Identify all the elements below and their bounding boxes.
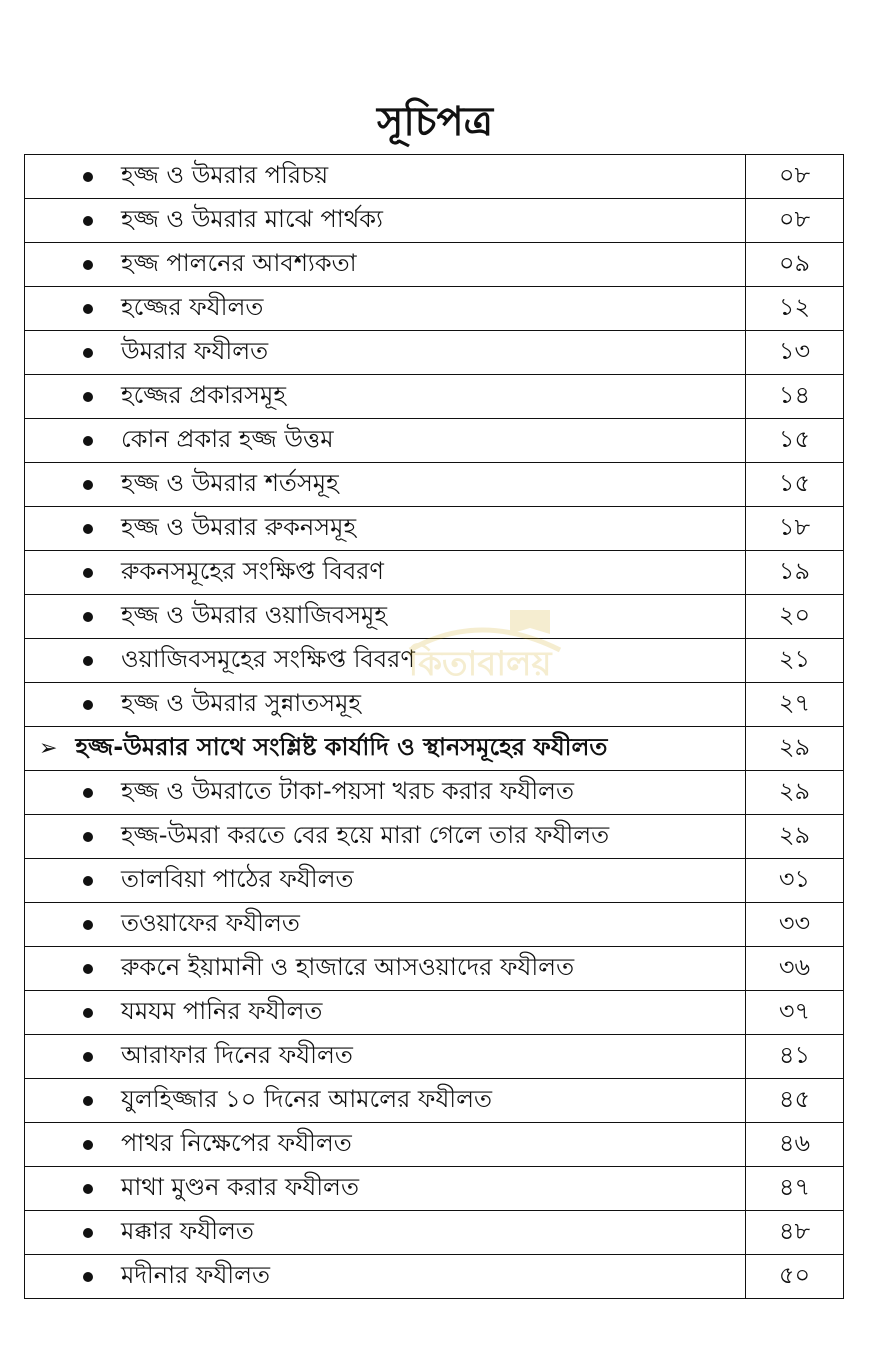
toc-entry-cell: [25, 947, 746, 991]
toc-entry-title: মাথা মুণ্ডন করার ফযীলত: [121, 1172, 359, 1201]
toc-page-number: ৩৭: [746, 991, 844, 1035]
bullet-icon: [83, 436, 93, 446]
bullet-icon: [83, 524, 93, 534]
bullet-icon: [83, 832, 93, 842]
arrow-bullet-icon: ➢: [39, 736, 58, 761]
toc-row: [25, 815, 844, 859]
toc-entry-cell: [25, 771, 746, 815]
toc-row: [25, 1035, 844, 1079]
toc-page-number: ২৯: [746, 727, 844, 771]
toc-page-number: ৩৬: [746, 947, 844, 991]
toc-entry-title: হজ্জ পালনের আবশ্যকতা: [121, 248, 357, 277]
toc-row: [25, 551, 844, 595]
toc-page-number: ২৯: [746, 815, 844, 859]
bullet-icon: [83, 1184, 93, 1194]
toc-row: [25, 947, 844, 991]
toc-page-number: ১৫: [746, 463, 844, 507]
toc-row: [25, 1255, 844, 1299]
toc-entry-title: হজ্জ-উমরা করতে বের হয়ে মারা গেলে তার ফযীলত: [121, 820, 610, 849]
toc-row: [25, 155, 844, 199]
toc-row: [25, 1079, 844, 1123]
toc-row: [25, 199, 844, 243]
toc-table: [24, 154, 844, 1299]
bullet-icon: [83, 656, 93, 666]
toc-entry-cell: [25, 991, 746, 1035]
toc-entry-cell: [25, 199, 746, 243]
toc-entry-title: হজ্জ ও উমরার পরিচয়: [121, 160, 329, 189]
toc-entry-title: হজ্জ ও উমরার মাঝে পার্থক্য: [121, 204, 383, 233]
toc-page-number: ৩১: [746, 859, 844, 903]
toc-entry-title: হজ্জ-উমরার সাথে সংশ্লিষ্ট কার্যাদি ও স্থানসমূহের ফযীলত: [75, 732, 608, 761]
toc-page-number: ১৩: [746, 331, 844, 375]
bullet-icon: [83, 920, 93, 930]
toc-page-number: ১৫: [746, 419, 844, 463]
toc-entry-title: রুকনসমূহের সংক্ষিপ্ত বিবরণ: [121, 556, 384, 585]
toc-entry-cell: [25, 243, 746, 287]
toc-page-number: ১৪: [746, 375, 844, 419]
page-title: সূচিপত্র: [377, 99, 493, 145]
toc-row: [25, 1123, 844, 1167]
toc-row: [25, 683, 844, 727]
toc-entry-title: ওয়াজিবসমূহের সংক্ষিপ্ত বিবরণ: [121, 644, 415, 673]
toc-page-number: ০৮: [746, 155, 844, 199]
bullet-icon: [83, 1272, 93, 1282]
toc-page-number: ৪১: [746, 1035, 844, 1079]
toc-entry-title: উমরার ফযীলত: [121, 336, 269, 365]
toc-page-number: ১৮: [746, 507, 844, 551]
toc-page-number: ৪৭: [746, 1167, 844, 1211]
toc-entry-title: যমযম পানির ফযীলত: [121, 996, 323, 1025]
toc-row: [25, 903, 844, 947]
toc-entry-cell: [25, 551, 746, 595]
toc-entry-cell: [25, 1211, 746, 1255]
bullet-icon: [83, 788, 93, 798]
bullet-icon: [83, 1228, 93, 1238]
bullet-icon: [83, 216, 93, 226]
toc-page-number: ০৯: [746, 243, 844, 287]
toc-entry-cell: [25, 727, 746, 771]
toc-page-number: ২৭: [746, 683, 844, 727]
toc-entry-title: হজ্জ ও উমরার সুন্নাতসমূহ: [121, 688, 362, 717]
toc-entry-title: হজ্জ ও উমরার শর্তসমূহ: [121, 468, 339, 497]
toc-entry-title: হজ্জ ও উমরার রুকনসমূহ: [121, 512, 357, 541]
toc-page-number: ৪৫: [746, 1079, 844, 1123]
toc-entry-title: কোন প্রকার হজ্জ উত্তম: [121, 424, 334, 453]
bullet-icon: [83, 612, 93, 622]
toc-entry-cell: [25, 595, 746, 639]
toc-entry-cell: [25, 331, 746, 375]
toc-entry-title: আরাফার দিনের ফযীলত: [121, 1040, 353, 1069]
bullet-icon: [83, 1008, 93, 1018]
toc-entry-cell: [25, 639, 746, 683]
toc-entry-cell: [25, 1079, 746, 1123]
toc-page-number: ০৮: [746, 199, 844, 243]
toc-page-number: ৩৩: [746, 903, 844, 947]
toc-entry-title: হজ্জ ও উমরাতে টাকা-পয়সা খরচ করার ফযীলত: [121, 776, 574, 805]
toc-page-number: ৪৮: [746, 1211, 844, 1255]
bullet-icon: [83, 1052, 93, 1062]
toc-row: [25, 859, 844, 903]
toc-entry-title: পাথর নিক্ষেপের ফযীলত: [121, 1128, 352, 1157]
toc-entry-cell: [25, 419, 746, 463]
bullet-icon: [83, 348, 93, 358]
toc-section-row: [25, 727, 844, 771]
toc-entry-title: তওয়াফের ফযীলত: [121, 908, 300, 937]
toc-entry-title: তালবিয়া পাঠের ফযীলত: [121, 864, 354, 893]
toc-row: [25, 991, 844, 1035]
toc-entry-cell: [25, 375, 746, 419]
toc-entry-cell: [25, 1255, 746, 1299]
bullet-icon: [83, 1096, 93, 1106]
toc-entry-cell: [25, 859, 746, 903]
toc-row: [25, 243, 844, 287]
toc-entry-cell: [25, 1035, 746, 1079]
toc-row: [25, 463, 844, 507]
bullet-icon: [83, 172, 93, 182]
toc-row: [25, 287, 844, 331]
toc-entry-cell: [25, 287, 746, 331]
bullet-icon: [83, 964, 93, 974]
bullet-icon: [83, 568, 93, 578]
toc-row: [25, 331, 844, 375]
bullet-icon: [83, 304, 93, 314]
toc-entry-title: হজ্জের ফযীলত: [121, 292, 264, 321]
toc-entry-cell: [25, 903, 746, 947]
toc-row: [25, 1167, 844, 1211]
toc-row: [25, 771, 844, 815]
toc-entry-cell: [25, 1167, 746, 1211]
toc-page-number: ২০: [746, 595, 844, 639]
toc-page-number: ১২: [746, 287, 844, 331]
bullet-icon: [83, 876, 93, 886]
watermark-text: কিতাবালয়: [408, 644, 552, 684]
toc-entry-title: হজ্জের প্রকারসমূহ: [121, 380, 286, 409]
toc-row: [25, 1211, 844, 1255]
toc-entry-title: মক্কার ফযীলত: [121, 1216, 254, 1245]
toc-page-number: ২১: [746, 639, 844, 683]
toc-entry-cell: [25, 683, 746, 727]
toc-entry-title: হজ্জ ও উমরার ওয়াজিবসমূহ: [121, 600, 387, 629]
toc-entry-title: যুলহিজ্জার ১০ দিনের আমলের ফযীলত: [121, 1084, 493, 1113]
toc-row: [25, 419, 844, 463]
toc-row: [25, 375, 844, 419]
toc-entry-cell: [25, 463, 746, 507]
toc-entry-cell: [25, 507, 746, 551]
toc-entry-title: মদীনার ফযীলত: [121, 1260, 271, 1289]
toc-page-number: ১৯: [746, 551, 844, 595]
toc-page-number: ৫০: [746, 1255, 844, 1299]
toc-body: [25, 155, 844, 1299]
toc-row: [25, 595, 844, 639]
bullet-icon: [83, 700, 93, 710]
bullet-icon: [83, 260, 93, 270]
toc-entry-cell: [25, 155, 746, 199]
toc-entry-cell: [25, 1123, 746, 1167]
bullet-icon: [83, 1140, 93, 1150]
toc-entry-title: রুকনে ইয়ামানী ও হাজারে আসওয়াদের ফযীলত: [121, 952, 575, 981]
bullet-icon: [83, 392, 93, 402]
toc-page-number: ৪৬: [746, 1123, 844, 1167]
toc-row: [25, 507, 844, 551]
bullet-icon: [83, 480, 93, 490]
toc-entry-cell: [25, 815, 746, 859]
toc-row: [25, 639, 844, 683]
toc-page-number: ২৯: [746, 771, 844, 815]
